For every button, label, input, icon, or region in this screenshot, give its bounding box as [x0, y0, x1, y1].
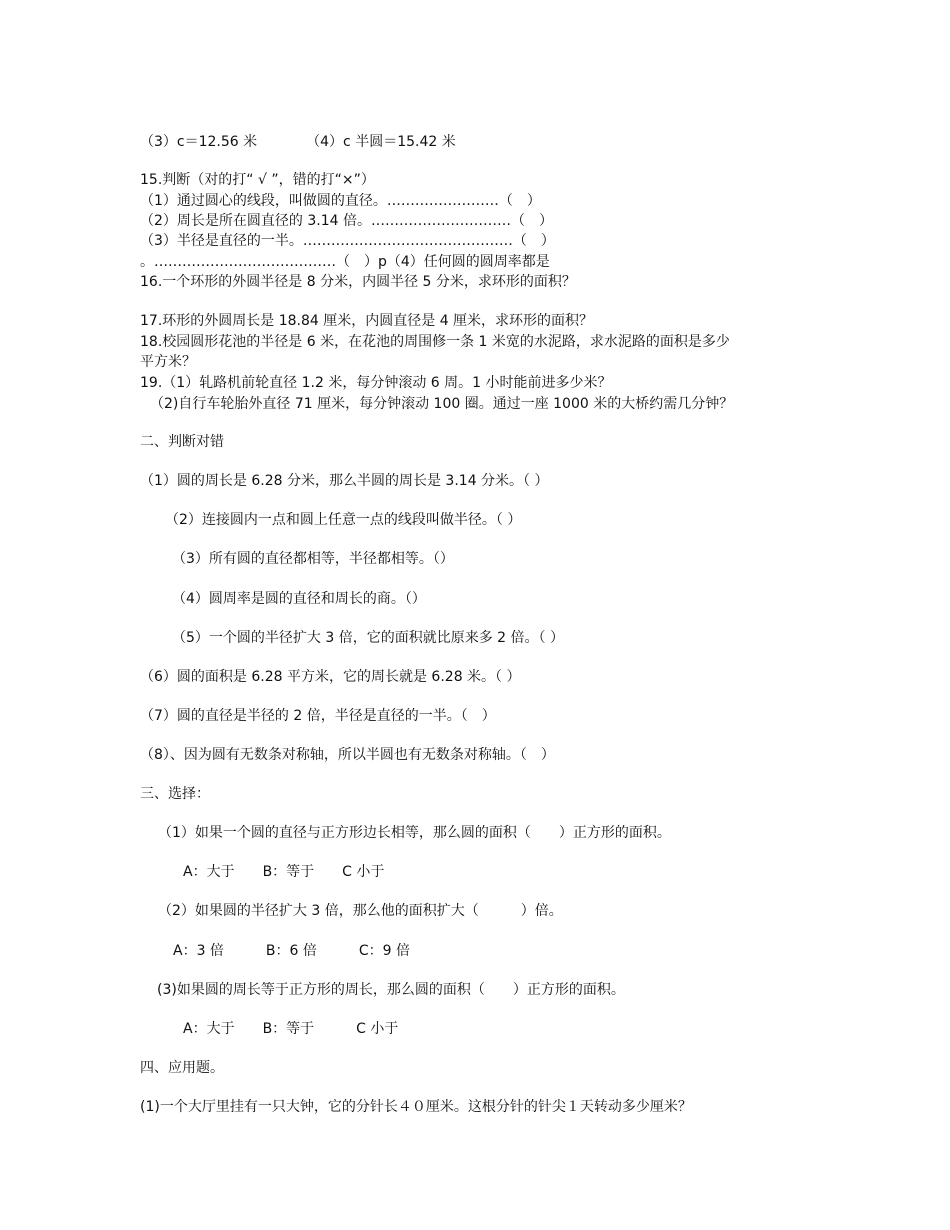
q18-line-1: 18.校园圆形花池的半径是 6 米，在花池的周围修一条 1 米宽的水泥路，求水泥路的面积是多少 — [140, 334, 730, 350]
section-2-heading: 二、判断对错 — [140, 434, 224, 450]
section-2-item-1: （1）圆的周长是 6.28 分米，那么半圆的周长是 3.14 分米。（ ） — [140, 473, 549, 489]
q15-item-4: 。…………………………………（ ）p（4）任何圆的圆周率都是 — [140, 254, 550, 270]
section-4-q1: (1)一个大厅里挂有一只大钟，它的分针长４０厘米。这根分针的针尖１天转动多少厘米？ — [140, 1099, 692, 1115]
section-3-q2-options: A：3 倍 B：6 倍 C：9 倍 — [173, 943, 411, 959]
section-3-heading: 三、选择： — [140, 786, 210, 802]
section-3-q1: （1）如果一个圆的直径与正方形边长相等，那么圆的面积（ ）正方形的面积。 — [158, 825, 671, 841]
q17: 17.环形的外圆周长是 18.84 厘米，内圆直径是 4 厘米，求环形的面积？ — [140, 313, 594, 329]
section-4-heading: 四、应用题。 — [140, 1060, 224, 1076]
section-2-item-3: （3）所有圆的直径都相等，半径都相等。（） — [172, 551, 454, 567]
q14-answers: （3）c＝12.56 米 （4）c 半圆＝15.42 米 — [140, 134, 456, 150]
section-2-item-4: （4）圆周率是圆的直径和周长的商。（） — [172, 591, 426, 607]
q16: 16.一个环形的外圆半径是 8 分米，内圆半径 5 分米，求环形的面积？ — [140, 274, 576, 290]
section-2-item-8: （8）、因为圆有无数条对称轴，所以半圆也有无数条对称轴。（ ） — [140, 747, 555, 763]
section-2-item-5: （5）一个圆的半径扩大 3 倍，它的面积就比原来多 2 倍。（ ） — [172, 630, 564, 646]
q15-item-1: （1）通过圆心的线段，叫做圆的直径。……………………（ ） — [140, 193, 541, 209]
section-3-q3-options: A：大于 B：等于 C 小于 — [183, 1021, 399, 1037]
q18-line-2: 平方米？ — [140, 354, 196, 370]
q15-item-3: （3）半径是直径的一半。………………………………………（ ） — [140, 233, 555, 249]
q15-title: 15.判断（对的打“ √ ”，错的打“×”） — [140, 172, 375, 188]
section-3-q3: (3)如果圆的周长等于正方形的周长，那么圆的面积（ ）正方形的面积。 — [157, 982, 625, 998]
q19-part-2: （2)自行车轮胎外直径 71 厘米，每分钟滚动 100 圈。通过一座 1000 米的大桥约需几分钟？ — [150, 396, 734, 412]
section-2-item-7: （7）圆的直径是半径的 2 倍，半径是直径的一半。（ ） — [140, 708, 496, 724]
q19-part-1: 19.（1）轧路机前轮直径 1.2 米，每分钟滚动 6 周。1 小时能前进多少米？ — [140, 375, 612, 391]
q15-item-2: （2）周长是所在圆直径的 3.14 倍。…………………………（ ） — [140, 213, 553, 229]
section-2-item-2: （2）连接圆内一点和圆上任意一点的线段叫做半径。（ ） — [165, 512, 522, 528]
section-3-q1-options: A：大于 B：等于 C 小于 — [183, 864, 385, 880]
section-3-q2: （2）如果圆的半径扩大 3 倍，那么他的面积扩大（ ）倍。 — [158, 903, 563, 919]
section-2-item-6: （6）圆的面积是 6.28 平方米，它的周长就是 6.28 米。（ ） — [140, 669, 521, 685]
